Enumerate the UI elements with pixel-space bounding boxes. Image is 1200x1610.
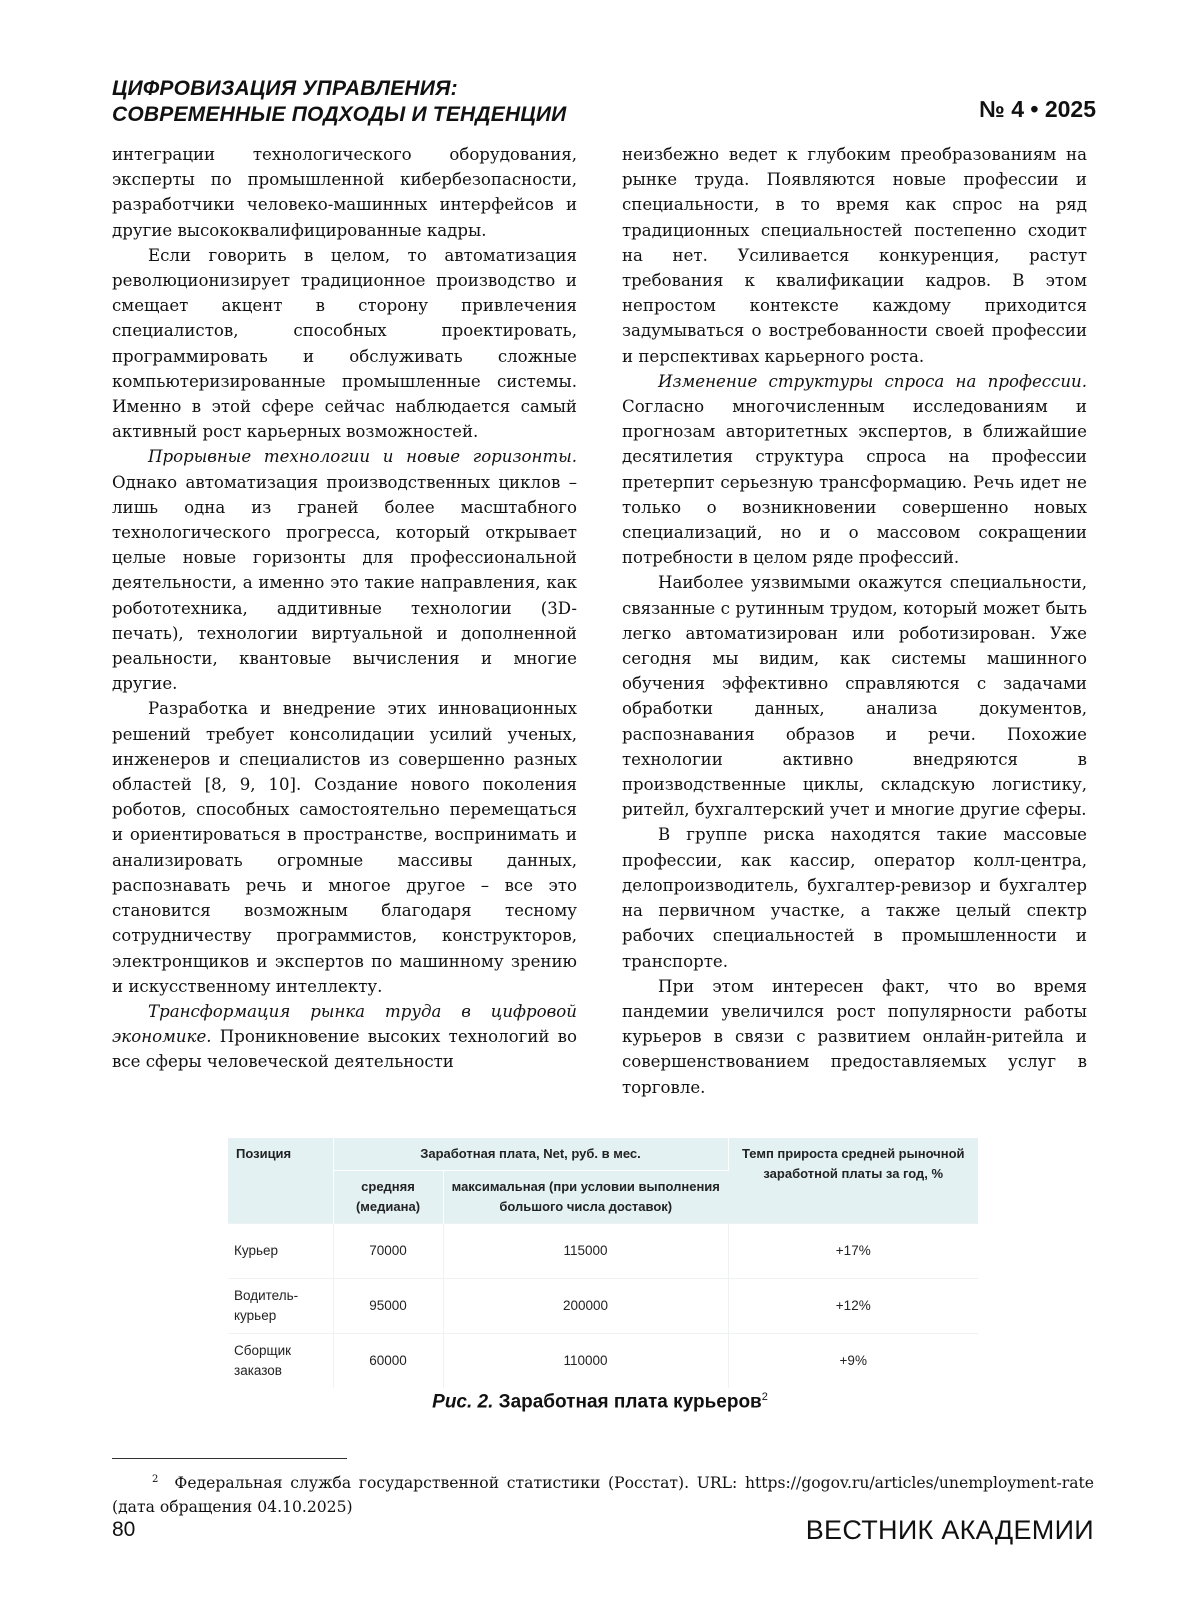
paragraph: Прорывные технологии и новые горизонты. Однако автоматизация производственных циклов – лишь одна из граней более масштабного технологического прогресса, который открывает целые новые горизонты для профессиональной деятельности, а именно это такие направления, как робототехника, аддитивные технологии (3D-печать), технологии виртуальной и дополненной реальности, квантовые вычисления и многие другие. xyxy=(112,447,577,694)
cell-max: 200000 xyxy=(443,1279,728,1334)
paragraph: Разработка и внедрение этих инновационных решений требует консолидации усилий ученых, инженеров и специалистов из совершенно разных областей [8, 9, 10]. Создание нового поколения роботов, способных самостоятельно перемещаться и ориентироваться в пространстве, воспринимать и анализировать огромные массивы данных, распознавать речь и многое другое – все это становится возможным благодаря тесному сотрудничеству программистов, конструкторов, электронщиков и экспертов по машинному зрению и искусственному интеллекту. xyxy=(112,699,577,996)
cell-position: Водитель-курьер xyxy=(228,1279,333,1334)
paragraph: Трансформация рынка труда в цифровой экономике. Проникновение высоких технологий во все сферы человеческой деятельности xyxy=(112,1001,577,1072)
issue-number: № 4 • 2025 xyxy=(979,96,1096,122)
paragraph: В группе риска находятся такие массовые профессии, как кассир, оператор колл-центра, делопроизводитель, бухгалтер-ревизор и бухгалтер на первичном участке, а также целый спектр рабочих специальностей в промышленности и транспорте. xyxy=(622,825,1087,971)
cell-growth: +9% xyxy=(728,1334,978,1389)
paragraph: При этом интересен факт, что во время пандемии увеличился рост популярности работы курьеров в связи с развитием онлайн-ритейла и совершенствованием предоставляемых услуг в торговле. xyxy=(622,976,1087,1097)
header-median: средняя (медиана) xyxy=(333,1171,443,1224)
caption-footnote-ref: 2 xyxy=(761,1391,768,1403)
header-salary-group: Заработная плата, Net, руб. в мес. xyxy=(333,1138,728,1171)
cell-growth: +17% xyxy=(728,1224,978,1279)
header-title-line1: ЦИФРОВИЗАЦИЯ УПРАВЛЕНИЯ: xyxy=(112,77,458,100)
figure-caption xyxy=(0,1391,1200,1413)
table-row xyxy=(228,1279,978,1334)
cell-growth: +12% xyxy=(728,1279,978,1334)
cell-max: 115000 xyxy=(443,1224,728,1279)
header-position: Позиция xyxy=(228,1138,333,1224)
paragraph: неизбежно ведет к глубоким преобразованиям на рынке труда. Появляются новые профессии и специальности, в то время как спрос на ряд традиционных специальностей постепенно сходит на нет. Усиливается конкуренция, растут требования к квалификации кадров. В этом непростом контексте каждому приходится задумываться о востребованности своей профессии и перспективах карьерного роста. xyxy=(622,145,1087,366)
caption-text: Заработная плата курьеров xyxy=(493,1391,762,1413)
section-heading: Трансформация рынка труда в цифровой экономике. xyxy=(112,1001,577,1047)
cell-median: 95000 xyxy=(333,1279,443,1334)
header-growth: Темп прироста средней рыночной заработной платы за год, % xyxy=(728,1138,978,1224)
header-title-line2: СОВРЕМЕННЫЕ ПОДХОДЫ И ТЕНДЕНЦИИ xyxy=(112,103,567,126)
paragraph: Изменение структуры спроса на профессии. Согласно многочисленным исследованиям и прогнозам авторитетных экспертов, в ближайшие десятилетия структура спроса на профессии претерпит серьезную трансформацию. Речь идет не только о возникновении совершенно новых специализаций, но и о массовом сокращении потребности в целом ряде профессий. xyxy=(622,371,1087,568)
table-row xyxy=(228,1224,978,1279)
cell-position: Сборщик заказов xyxy=(228,1334,333,1389)
header-max: максимальная (при условии выполнения большого числа доставок) xyxy=(443,1171,728,1224)
table-row xyxy=(228,1334,978,1389)
paragraph: Если говорить в целом, то автоматизация революционизирует традиционное производство и смещает акцент в сторону привлечения специалистов, способных проектировать, программировать и обслуживать сложные компьютеризированные промышленные системы. Именно в этой сфере сейчас наблюдается самый активный рост карьерных возможностей. xyxy=(112,245,577,442)
cell-median: 60000 xyxy=(333,1334,443,1389)
running-header xyxy=(112,76,566,128)
footnote-mark: 2 xyxy=(152,1474,159,1485)
section-heading: Изменение структуры спроса на профессии. xyxy=(658,371,1087,391)
left-column xyxy=(112,142,577,1075)
caption-prefix: Рис. 2. xyxy=(432,1391,494,1413)
journal-name: ВЕСТНИК АКАДЕМИИ xyxy=(805,1515,1094,1545)
footnote-text: Федеральная служба государственной статистики (Росстат). URL: https://gogov.ru/articles/unemployment-rate (дата обращения 04.10.2025) xyxy=(112,1474,1094,1517)
salary-table xyxy=(228,1138,978,1388)
paragraph: Наиболее уязвимыми окажутся специальности, связанные с рутинным трудом, который может быть легко автоматизирован или роботизирован. Уже сегодня мы видим, как системы машинного обучения эффективно справляются с задачами обработки данных, анализа документов, распознавания образов и речи. Похожие технологии активно внедряются в производственные циклы, складскую логистику, ритейл, бухгалтерский учет и многие другие сферы. xyxy=(622,573,1087,820)
footnote xyxy=(112,1468,1094,1519)
cell-median: 70000 xyxy=(333,1224,443,1279)
paragraph: интеграции технологического оборудования, эксперты по промышленной кибербезопасности, разработчики человеко-машинных интерфейсов и другие высококвалифицированные кадры. xyxy=(112,145,577,240)
footnote-divider xyxy=(112,1458,347,1459)
right-column xyxy=(622,142,1087,1100)
page-number: 80 xyxy=(112,1518,136,1541)
cell-position: Курьер xyxy=(228,1224,333,1279)
section-heading: Прорывные технологии и новые горизонты. xyxy=(148,447,577,467)
cell-max: 110000 xyxy=(443,1334,728,1389)
